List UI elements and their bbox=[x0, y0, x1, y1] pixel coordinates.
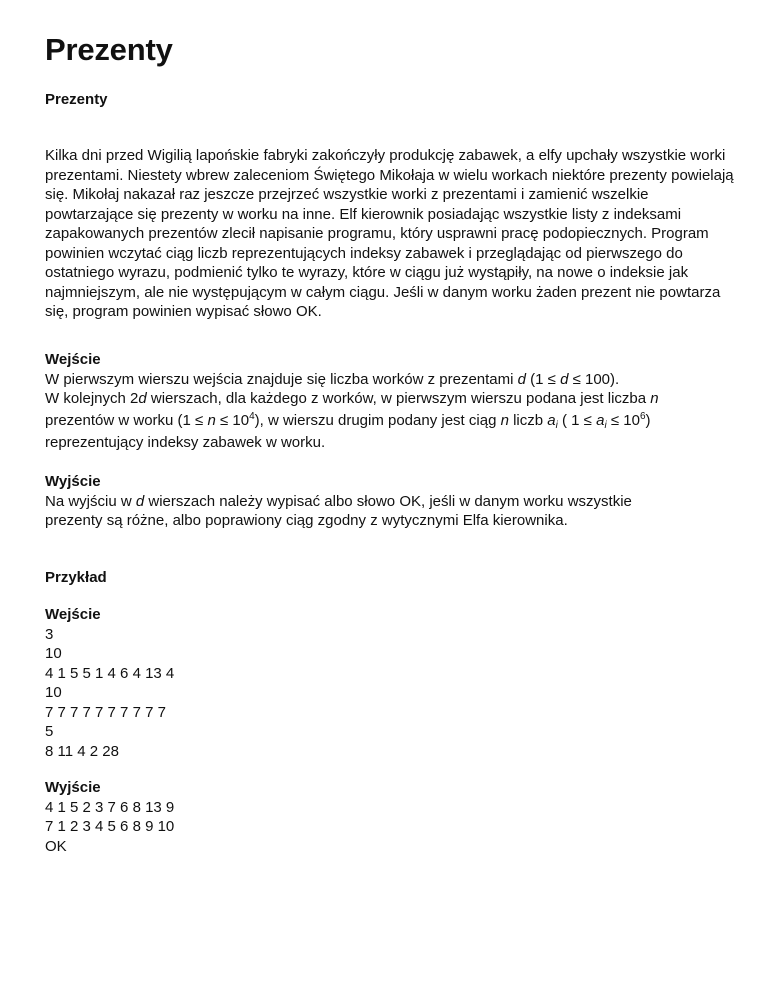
example-input-line: 10 bbox=[45, 684, 62, 701]
output-line-2: prezenty są różne, albo poprawiony ciąg zgodny z wytycznymi Elfa kierownika. bbox=[45, 512, 568, 529]
input-line-2: W kolejnych 2d wierszach, dla każdego z worków, w pierwszym wierszu podana jest liczba n bbox=[45, 390, 659, 407]
example-output-line: 4 1 5 2 3 7 6 8 13 9 bbox=[45, 798, 175, 816]
input-line-3: prezentów w worku $(1 \le n \le 10^4)$, w wierszu drugim podany jest ciąg n liczb $a_i$ ( $1 \le a_i \le 10^6$) bbox=[45, 410, 651, 431]
example-input-line: 8 11 4 2 28 bbox=[45, 742, 119, 760]
example-input-line: 10 bbox=[45, 645, 62, 662]
example-input-line: 4 1 5 5 1 4 6 4 13 4 bbox=[45, 664, 175, 682]
example-input-line: 3 bbox=[45, 625, 54, 643]
output-section bbox=[45, 472, 632, 531]
example-output-heading: Wyjście bbox=[45, 779, 101, 796]
example-output bbox=[45, 778, 174, 856]
input-heading: Wejście bbox=[45, 351, 101, 368]
example-output-line: 7 1 2 3 4 5 6 8 9 10 bbox=[45, 818, 175, 835]
example-output-line: OK bbox=[45, 837, 67, 855]
problem-subtitle: Prezenty bbox=[45, 91, 108, 108]
example-input bbox=[45, 605, 174, 761]
output-line-1: Na wyjściu w d wierszach należy wypisać albo słowo OK, jeśli w danym worku wszystkie bbox=[45, 492, 632, 510]
page-title: Prezenty bbox=[45, 32, 173, 67]
output-heading: Wyjście bbox=[45, 473, 101, 490]
example-input-line: 5 bbox=[45, 723, 54, 740]
example-input-line: 7 7 7 7 7 7 7 7 7 7 bbox=[45, 703, 166, 721]
example-input-heading: Wejście bbox=[45, 606, 101, 623]
problem-description: Kilka dni przed Wigilią lapońskie fabryki zakończyły produkcję zabawek, a elfy upchały wszystkie worki prezentami. Niestety wbrew zaleceniom Świętego Mikołaja w wielu workach niektóre prezenty powielają się. Mikołaj nakazał raz jeszcze przejrzeć wszystkie worki z prezentami i zamienić wszelkie powtarzające się prezenty w worku na inne. Elf kierownik posiadając wszystkie listy z indeksami zapakowanych prezentów zlecił napisanie programu, który usprawni pracę podopiecznych. Program powinien wczytać ciąg liczb reprezentujących indeksy zabawek i przeglądając od pierwszego do ostatniego wyrazu, podmienić tylko te wyrazy, które w ciągu już wystąpiły, na nowe o indeksie jak najmniejszym, ale nie występującym w całym ciągu. Jeśli w danym worku żaden prezent nie powtarza się, program powinien wypisać słowo OK. bbox=[45, 147, 734, 320]
example-heading: Przykład bbox=[45, 569, 107, 586]
input-line-1: W pierwszym wierszu wejścia znajduje się liczba worków z prezentami d (1 ≤ d ≤ 100). bbox=[45, 370, 620, 388]
input-section bbox=[45, 350, 659, 452]
input-line-4: reprezentujący indeksy zabawek w worku. bbox=[45, 433, 326, 451]
